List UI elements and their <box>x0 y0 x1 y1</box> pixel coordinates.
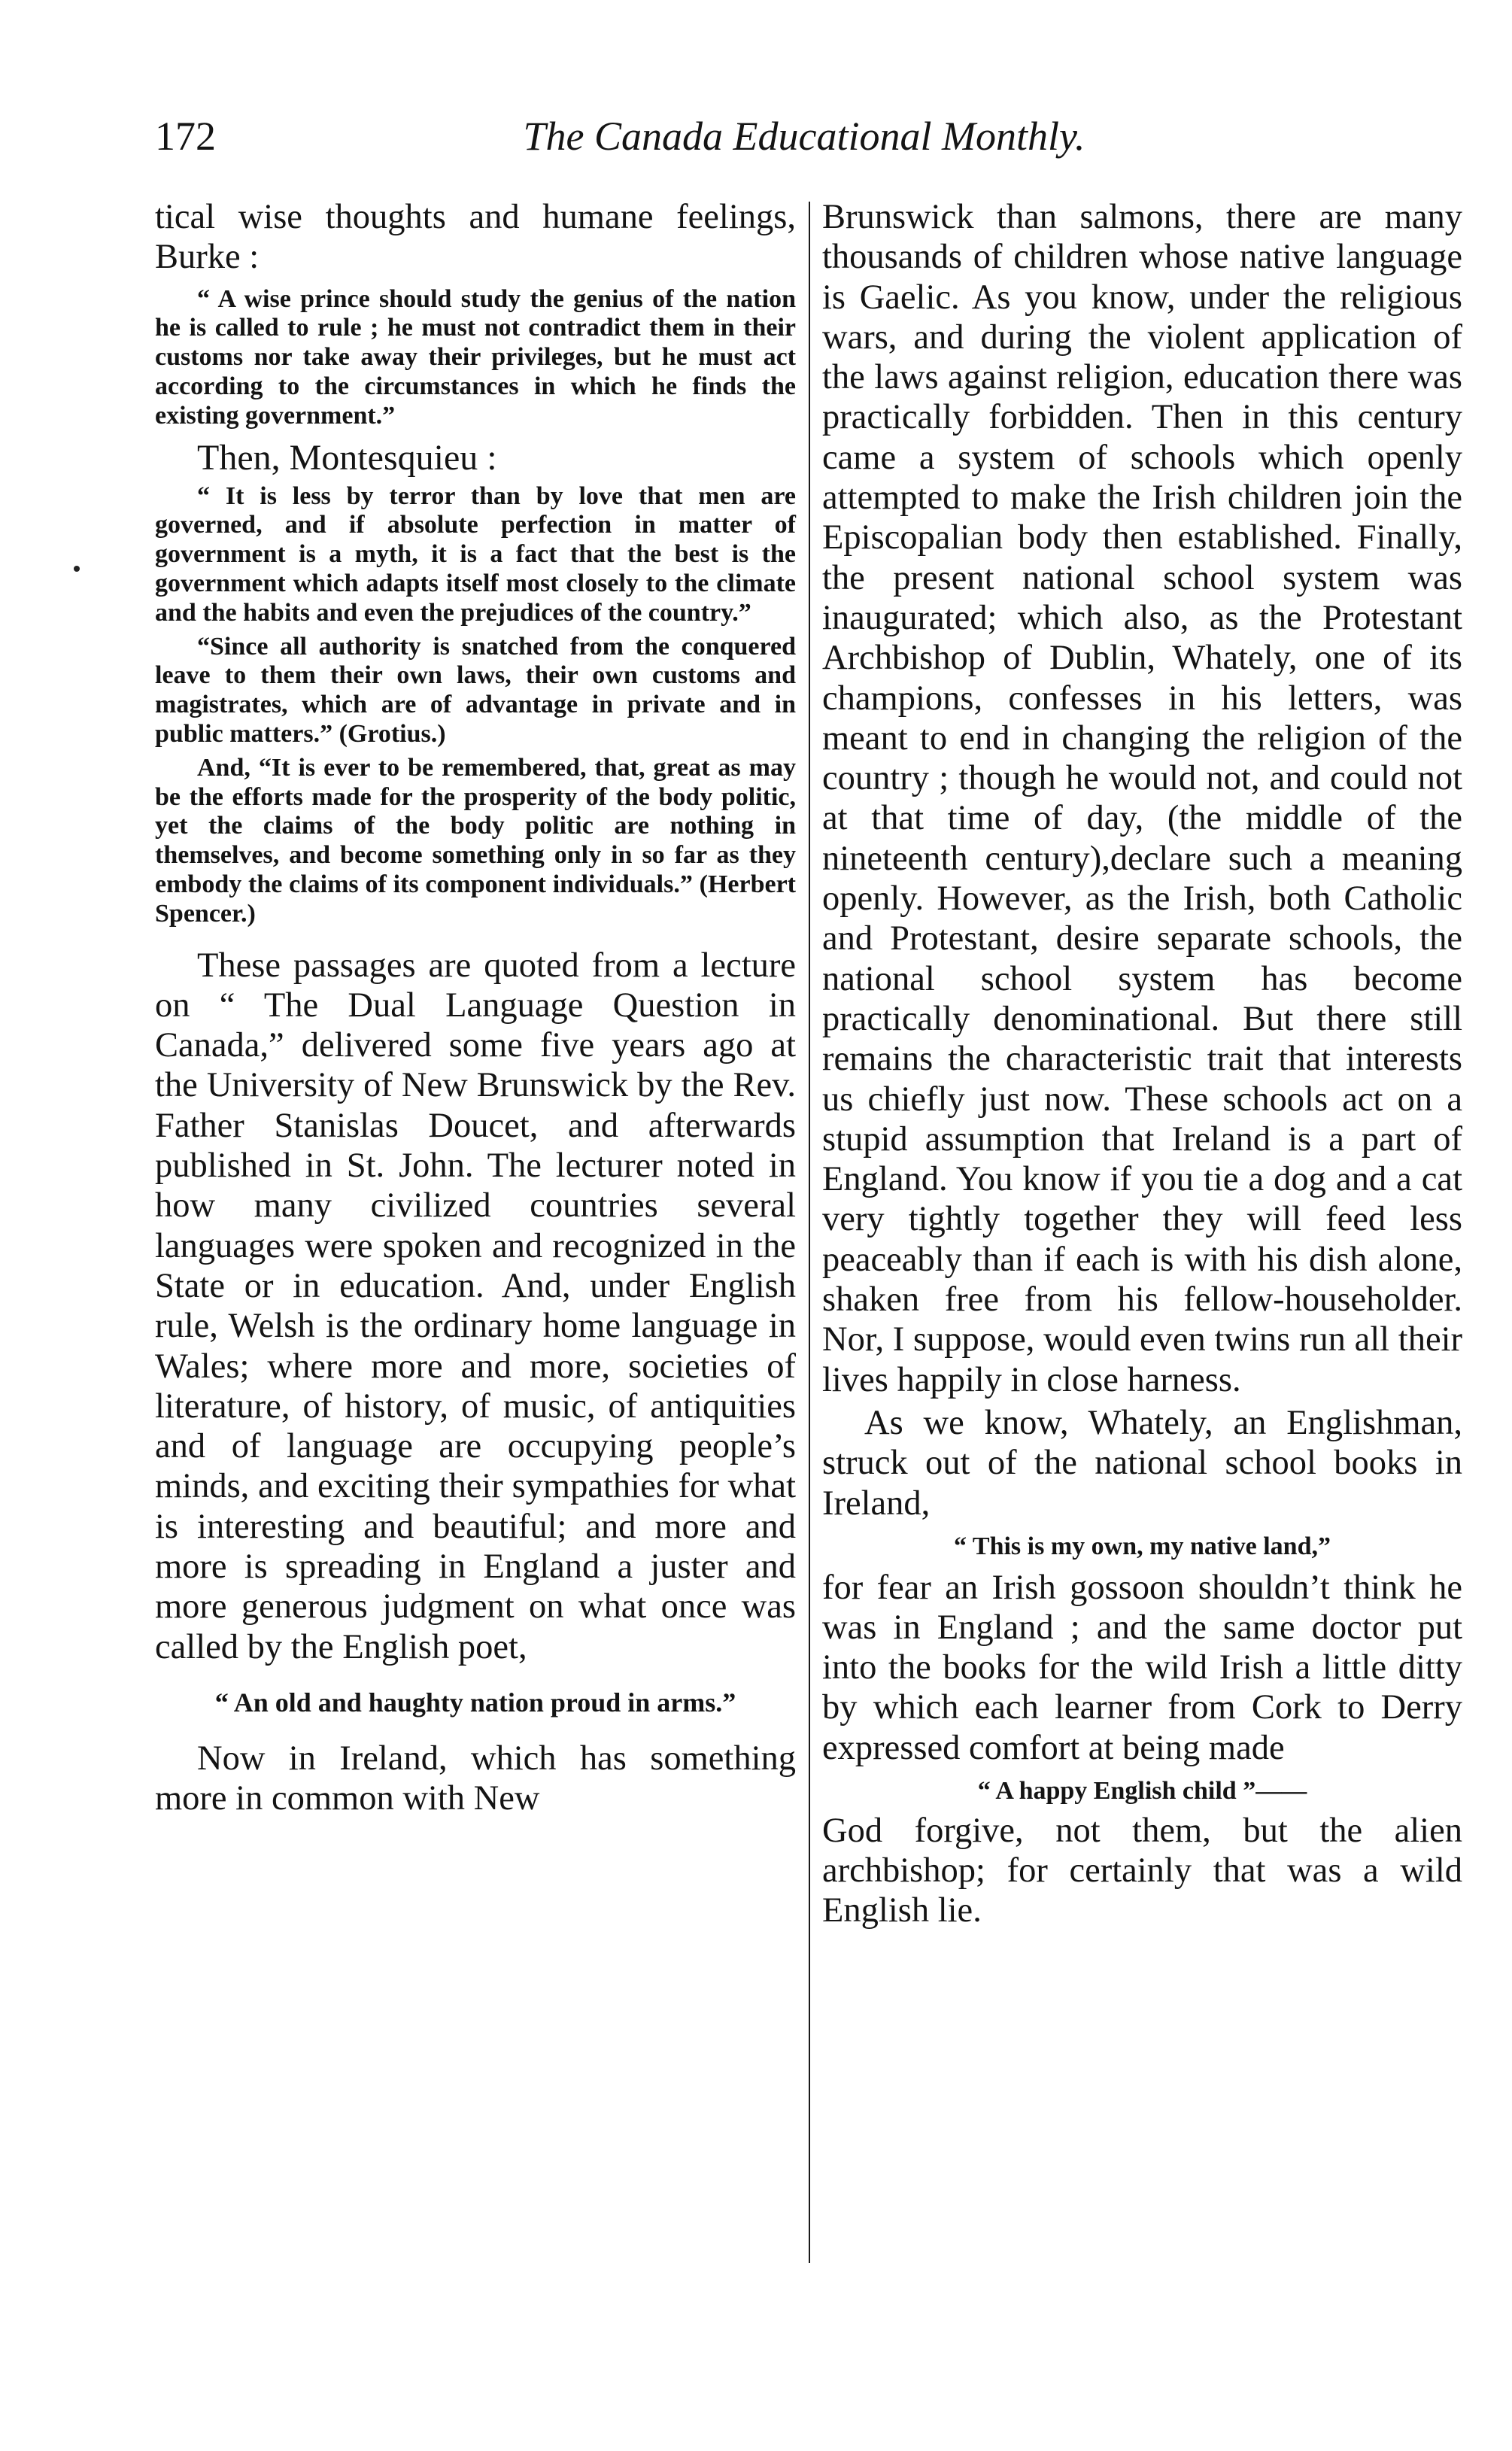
quote-montesquieu: “ It is less by terror than by love that men are governed, and if absolute perfection in matter of government is a myth, it is a fact that the best is the government which adapts itself most closely to the climate and the habits and even the prejudices of the country.” <box>155 481 796 627</box>
running-title: The Canada Educational Monthly. <box>523 114 1085 159</box>
quote-poet: “ An old and haughty nation proud in arms.” <box>214 1687 736 1718</box>
right-column <box>822 197 1462 1931</box>
paragraph-lecture: These passages are quoted from a lecture on “ The Dual Language Question in Canada,” delivered some five years ago at the University of New Brunswick by the Rev. Father Stanislas Doucet, and afterwards published in St. John. The lecturer noted in how many civilized countries several languages were spoken and recognized in the State or in education. And, under English rule, Welsh is the ordinary home language in Wales; where more and more, societies of literature, of history, of music, of antiquities and of language are occupying people’s minds, and exciting their sympathies for what is interesting and beautiful; and more and more is spreading in England a juster and more generous judgment on what once was called by the English poet, <box>155 946 796 1666</box>
quote-burke: “ A wise prince should study the genius of the nation he is called to rule ; he must not contradict them in their customs nor take away their privileges, but he must act according to the circumstances in which he finds the existing government.” <box>155 284 796 430</box>
paragraph-forgive: God forgive, not them, but the alien archbishop; for certainly that was a wild English lie. <box>822 1811 1462 1930</box>
page-number: 172 <box>155 114 216 159</box>
column-divider <box>809 202 810 2263</box>
paragraph-whately: As we know, Whately, an Englishman, struck out of the national school books in Ireland, <box>822 1403 1462 1523</box>
margin-mark <box>74 566 80 572</box>
paragraph-gossoon: for fear an Irish gossoon shouldn’t think he was in England ; and the same doctor put into the books for the wild Irish a little ditty by which each learner from Cork to Derry expressed comfort at being made <box>822 1568 1462 1767</box>
quote-english-child: “ A happy English child ”—— <box>977 1777 1307 1806</box>
quote-grotius: “Since all authority is snatched from the conquered leave to them their own laws, their own customs and magistrates, which are of advantage in private and in public matters.” (Grotius.) <box>155 632 796 748</box>
paragraph-burke-intro: tical wise thoughts and humane feelings, Burke : <box>155 198 796 277</box>
heading-montesquieu: Then, Montesquieu : <box>197 437 497 478</box>
quote-native-land: “ This is my own, my native land,” <box>954 1532 1331 1560</box>
paragraph-ireland: Now in Ireland, which has something more in common with New <box>155 1739 796 1818</box>
paragraph-brunswick: Brunswick than salmons, there are many thousands of children whose native language is Gaelic. As you know, under the religious wars, and during the violent application of the laws against religion, education there was practically forbidden. Then in this century came a system of schools which openly attempted to make the Irish children join the Episcopalian body then established. Finally, the present national school system was inaugurated; which also, as the Protestant Archbishop of Dublin, Whately, one of its champions, confesses in his letters, was meant to end in changing the religion of the country ; though he would not, and could not at that time of day, (the middle of the nineteenth century),declare such a meaning openly. However, as the Irish, both Catholic and Protestant, desire separate schools, the national school system has become practically denominational. But there still remains the characteristic trait that interests us chiefly just now. These schools act on a stupid assumption that Ireland is a part of England. You know if you tie a dog and a cat very tightly together they will feed less peaceably than if each is with his dish alone, shaken free from his fellow-householder. Nor, I suppose, would even twins run all their lives happily in close harness. <box>822 198 1462 1399</box>
left-column <box>155 197 796 1818</box>
quote-spencer: And, “It is ever to be remembered, that, great as may be the efforts made for the prosperity of the body politic, yet the claims of the body politic are nothing in themselves, and become something only in so far as they embody the claims of its component individuals.” (Herbert Spencer.) <box>155 753 796 928</box>
